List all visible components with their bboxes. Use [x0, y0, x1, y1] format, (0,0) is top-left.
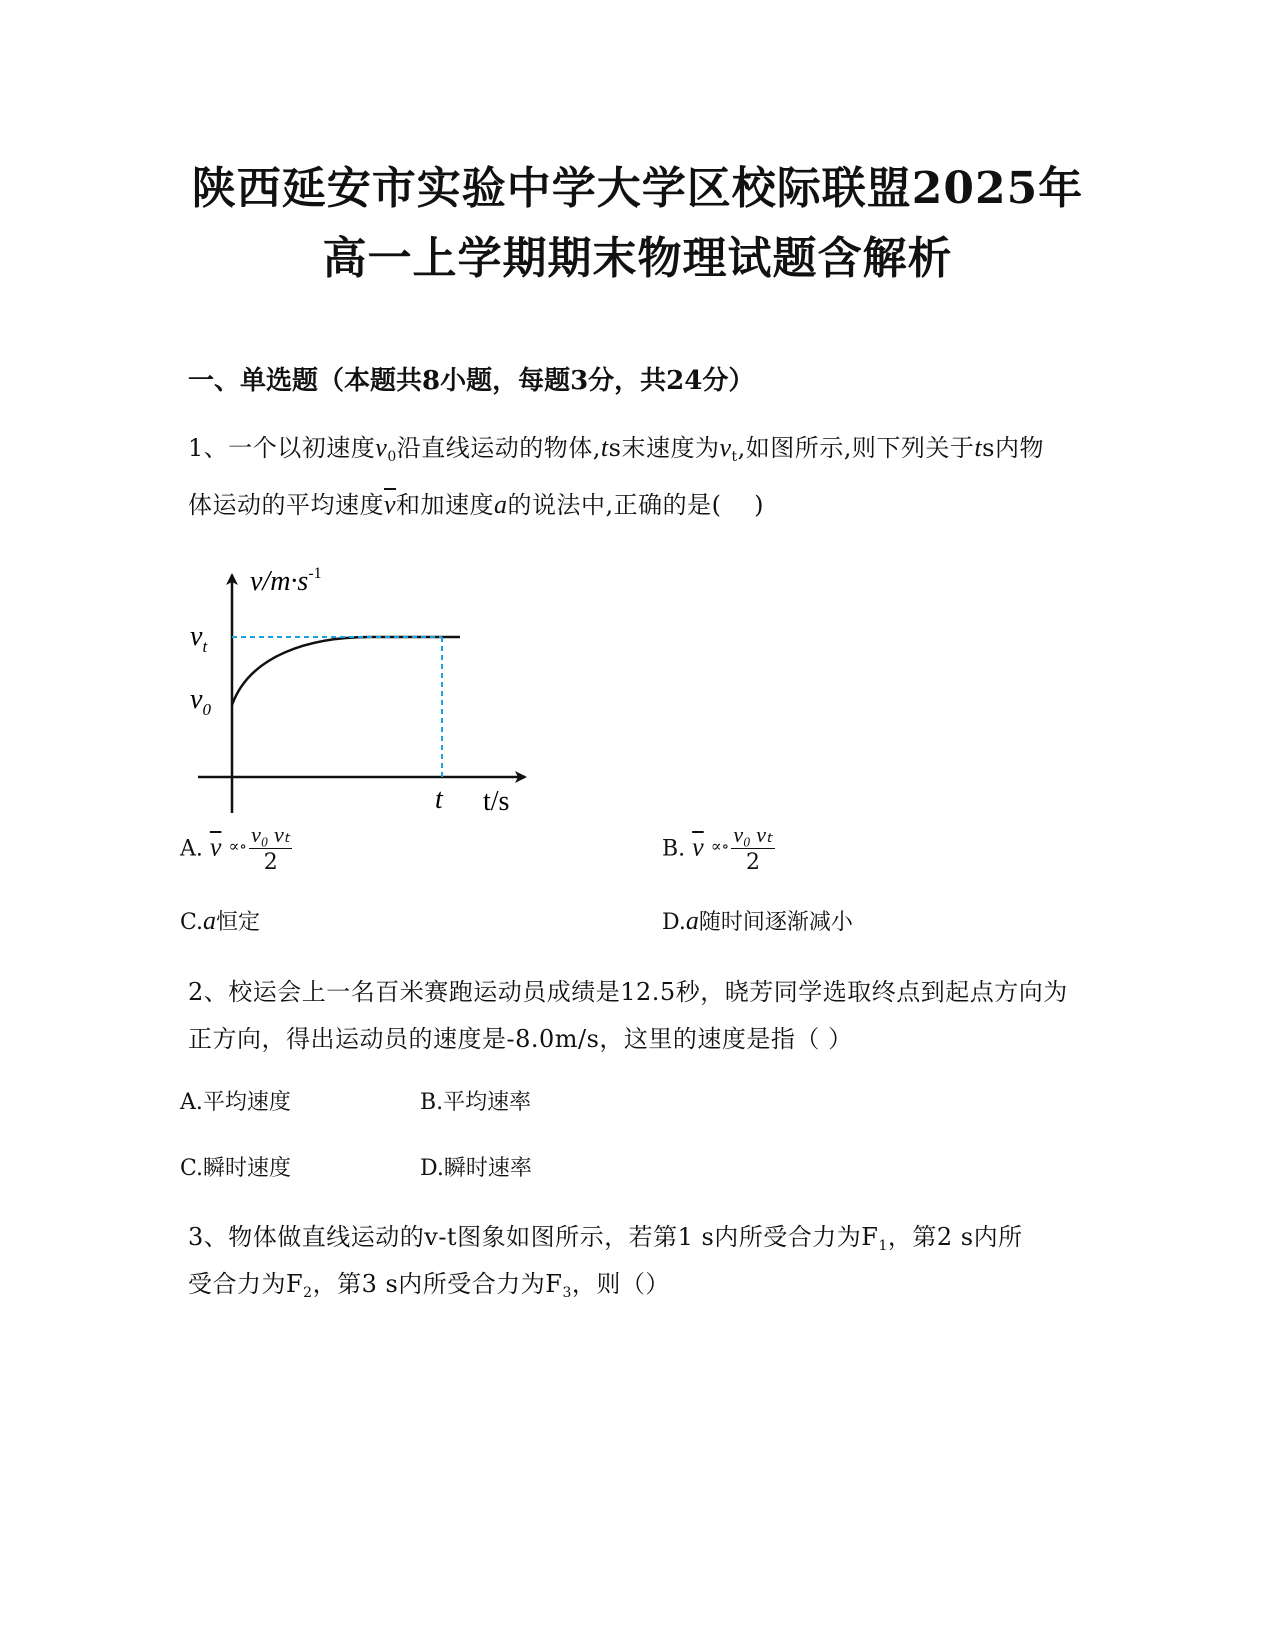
- option-text: 随时间逐渐减小: [698, 910, 853, 935]
- f2-sub: 2: [303, 1285, 313, 1301]
- q1-line1: [188, 428, 1044, 465]
- q1-option-b[interactable]: [662, 822, 775, 877]
- q3-line1: [188, 1217, 1023, 1254]
- fraction-denominator: 2: [745, 850, 760, 875]
- proportional-symbol: ∝∘: [228, 836, 248, 856]
- q1-text: ,如图所示,则下列关于: [737, 434, 975, 462]
- q2-option-d[interactable]: D.瞬时速率: [420, 1156, 532, 1181]
- option-label: A.: [180, 836, 203, 862]
- x-axis-label: t/s: [483, 786, 510, 817]
- q1-text: 沿直线运动的物体,: [396, 434, 601, 462]
- vt-label: $v_t$: [190, 621, 208, 656]
- v0-sub: 0: [387, 449, 397, 465]
- q3-text: ，第2 s内所: [887, 1223, 1023, 1251]
- q3-text: 3、物体做直线运动的v-t图象如图所示，若第1 s内所受合力为F: [188, 1223, 879, 1251]
- option-label: C.: [180, 910, 204, 935]
- document-title-line1: 陕西延安市实验中学大学区校际联盟2025年: [191, 163, 1084, 214]
- velocity-curve: [232, 637, 460, 705]
- t-symbol: t: [974, 433, 983, 462]
- t-tick-label: t: [435, 784, 443, 815]
- q1-text: 1、一个以初速度: [188, 434, 376, 462]
- fraction-denominator: 2: [263, 850, 278, 875]
- f3-sub: 3: [562, 1285, 572, 1301]
- q3-text: ，第3 s内所受合力为F: [312, 1270, 563, 1298]
- q1-text: s末速度为: [608, 434, 720, 462]
- fraction: [731, 822, 774, 877]
- document-title-line2: 高一上学期期末物理试题含解析: [322, 233, 953, 284]
- q2-line2: 正方向，得出运动员的速度是-8.0m/s，这里的速度是指（ ）: [188, 1025, 853, 1053]
- q1-option-d[interactable]: [662, 905, 853, 936]
- f1-sub: 1: [878, 1238, 888, 1254]
- q2-option-b[interactable]: B.平均速率: [420, 1090, 532, 1115]
- q2-line1: 2、校运会上一名百米赛跑运动员成绩是12.5秒，晓芳同学选取终点到起点方向为: [188, 978, 1068, 1006]
- option-label: D.: [662, 910, 686, 935]
- vt-graph: [180, 545, 560, 825]
- fraction: [249, 822, 292, 877]
- t-symbol: t: [600, 433, 609, 462]
- q2-option-c[interactable]: C.瞬时速度: [180, 1156, 292, 1181]
- option-text: 恒定: [216, 910, 261, 935]
- v0-symbol: v: [375, 433, 388, 462]
- q1-line2: [188, 485, 764, 520]
- q3-text: 受合力为F: [188, 1270, 304, 1298]
- vbar-symbol: $\overline{v}$: [692, 832, 704, 862]
- vt-symbol: v: [719, 433, 732, 462]
- v0-label: $v_0$: [190, 684, 211, 719]
- q1-option-a[interactable]: [180, 822, 292, 877]
- section-heading: 一、单选题（本题共8小题，每题3分，共24分）: [188, 366, 755, 396]
- q1-text: s内物: [982, 434, 1044, 462]
- a-symbol: a: [685, 906, 699, 935]
- proportional-symbol: ∝∘: [710, 836, 730, 856]
- fraction-numerator: v₀ vₜ: [733, 822, 773, 847]
- vbar-symbol: $\overline{v}$: [209, 832, 222, 862]
- vt-sub: t: [731, 449, 738, 465]
- q1-option-c[interactable]: [180, 905, 260, 936]
- fraction-numerator: v₀ vₜ: [251, 822, 291, 847]
- q3-text: ，则（）: [571, 1270, 670, 1298]
- q1-text: 的说法中,正确的是( ): [507, 491, 765, 519]
- a-symbol: a: [494, 490, 508, 519]
- q1-text: 和加速度: [396, 491, 495, 519]
- q2-option-a[interactable]: A.平均速度: [180, 1090, 291, 1115]
- q1-text: 体运动的平均速度: [188, 491, 384, 519]
- y-axis-label: $v/m\cdot s^{-1}$: [250, 565, 322, 597]
- a-symbol: a: [203, 906, 217, 935]
- vbar-symbol: $\overline{v}$: [384, 490, 397, 519]
- option-label: B.: [662, 836, 686, 862]
- q3-line2: [188, 1264, 670, 1301]
